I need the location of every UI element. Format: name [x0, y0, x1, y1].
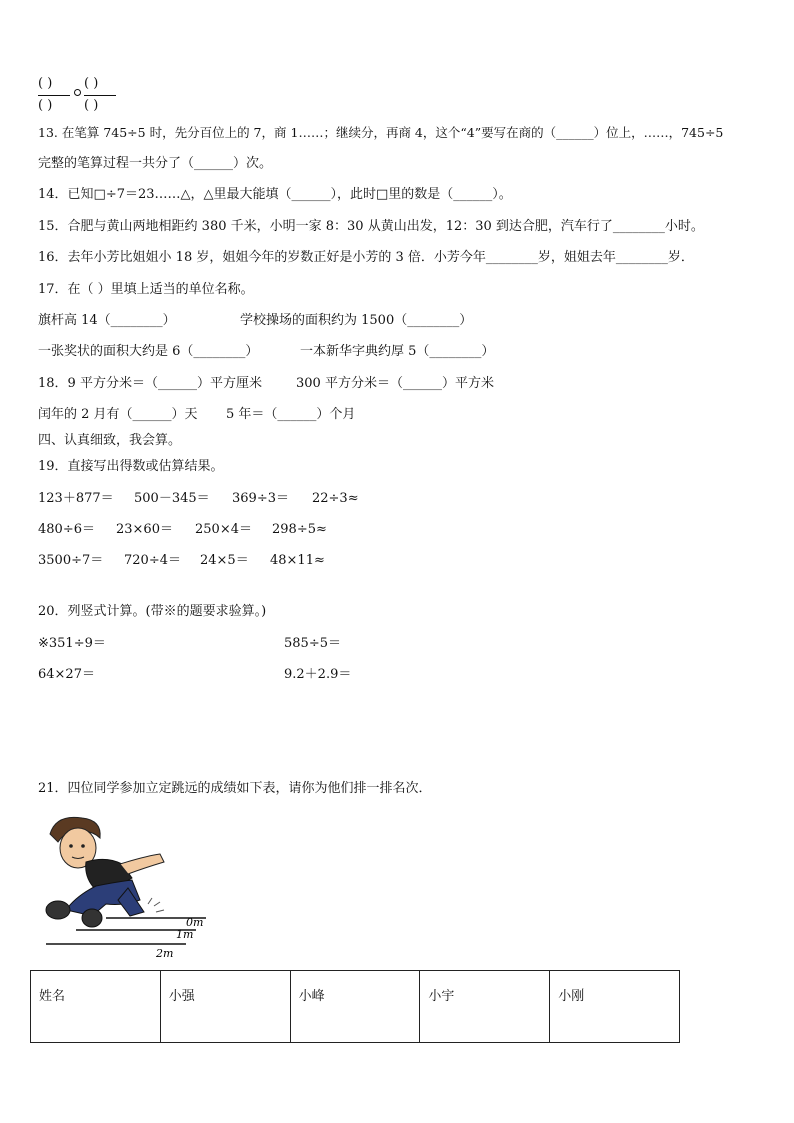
table-header-name: 姓名: [31, 971, 161, 1043]
fraction-bar-left: [38, 95, 70, 96]
section-heading-4: 四、认真细致，我会算。: [38, 433, 182, 448]
q19-r1c2: 500－345＝: [134, 491, 210, 506]
long-jump-table: [30, 970, 680, 1043]
q18-b: 300 平方分米＝（______）平方米: [296, 376, 494, 391]
fraction-numerator-right: ( ): [84, 76, 99, 91]
q19-r3c4: 48×11≈: [270, 553, 325, 568]
q18-d: 5 年＝（______）个月: [226, 407, 356, 422]
q15: 15．合肥与黄山两地相距约 380 千米，小明一家 8：30 从黄山出发，12：30 到达合肥，汽车行了________小时。: [38, 219, 704, 234]
q14: 14．已知□÷7＝23……△，△里最大能填（______），此时□里的数是（______）。: [38, 187, 512, 202]
figure-label-1m: 1m: [176, 928, 194, 941]
q19-r3c2: 720÷4＝: [124, 553, 181, 568]
fraction-denominator-left: ( ): [38, 98, 53, 113]
q20-b: 585÷5＝: [284, 636, 341, 651]
q19-r2c1: 480÷6＝: [38, 522, 95, 537]
q20-a: ※351÷9＝: [38, 636, 106, 651]
fraction-numerator-left: ( ): [38, 76, 53, 91]
comparison-circle-icon: [74, 89, 81, 96]
q19-r2c4: 298÷5≈: [272, 522, 327, 537]
q21-title: 21．四位同学参加立定跳远的成绩如下表，请你为他们排一排名次．: [38, 781, 432, 796]
q18-a: 18．9 平方分米＝（______）平方厘米: [38, 376, 262, 391]
q19-r2c3: 250×4＝: [195, 522, 252, 537]
long-jump-illustration: [36, 812, 226, 964]
q17-b: 学校操场的面积约为 1500（________）: [240, 313, 473, 328]
q19-title: 19．直接写出得数或估算结果。: [38, 459, 224, 474]
q17-d: 一本新华字典约厚 5（________）: [300, 344, 495, 359]
fraction-bar-right: [84, 95, 116, 96]
fraction-denominator-right: ( ): [84, 98, 99, 113]
table-cell-xiaofeng: 小峰: [290, 971, 420, 1043]
q19-r1c1: 123＋877＝: [38, 491, 114, 506]
q18-c: 闰年的 2 月有（______）天: [38, 407, 198, 422]
q20-c: 64×27＝: [38, 667, 95, 682]
q19-r1c3: 369÷3＝: [232, 491, 289, 506]
q13-line1: 13. 在笔算 745÷5 时，先分百位上的 7，商 1……；继续分，再商 4，这个“4”要写在商的（______）位上，……，745÷5: [38, 125, 724, 140]
q20-d: 9.2＋2.9＝: [284, 667, 352, 682]
table-row: [31, 971, 680, 1043]
q19-r3c1: 3500÷7＝: [38, 553, 104, 568]
figure-label-0m: 0m: [186, 916, 204, 929]
q20-title: 20．列竖式计算。(带※的题要求验算。): [38, 604, 267, 619]
table-cell-xiaoqiang: 小强: [160, 971, 290, 1043]
q17-title: 17．在（ ）里填上适当的单位名称。: [38, 282, 254, 297]
q13-line2: 完整的笔算过程一共分了（______）次。: [38, 156, 273, 171]
table-cell-xiaoyu: 小宇: [420, 971, 550, 1043]
figure-label-2m: 2m: [156, 947, 174, 960]
q19-r2c2: 23×60＝: [116, 522, 173, 537]
q19-r1c4: 22÷3≈: [312, 491, 359, 506]
q17-c: 一张奖状的面积大约是 6（________）: [38, 344, 259, 359]
q17-a: 旗杆高 14（________）: [38, 313, 176, 328]
q19-r3c3: 24×5＝: [200, 553, 249, 568]
fraction-comparison: [38, 76, 128, 116]
q16: 16．去年小芳比姐姐小 18 岁，姐姐今年的岁数正好是小芳的 3 倍．小芳今年________岁，姐姐去年________岁．: [38, 250, 694, 265]
table-cell-xiaogang: 小刚: [550, 971, 680, 1043]
